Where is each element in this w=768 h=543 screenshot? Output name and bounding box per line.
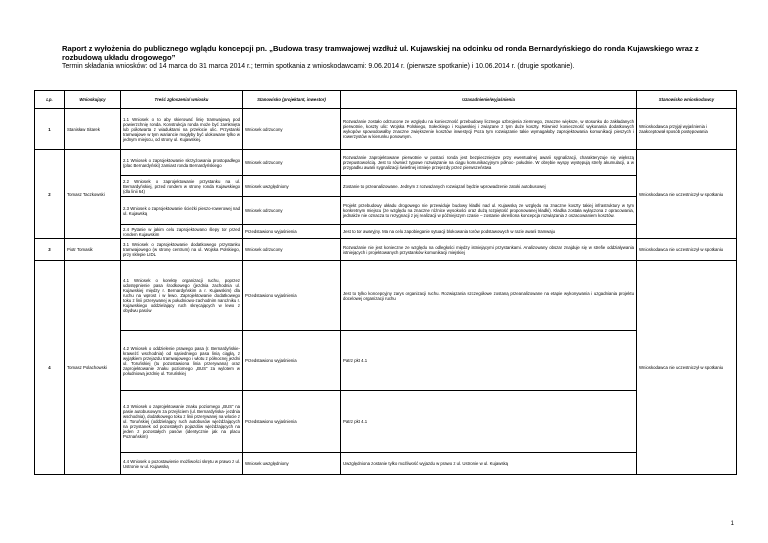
row-stanowisko-wnioskodawcy: Wnioskodawca przyjął wyjaśnienia i zaakceptował sposób postępowania bbox=[637, 109, 737, 150]
row-stanowisko: Wniosek uwzględniony bbox=[243, 176, 341, 197]
row-stanowisko: Wniosek odrzucony bbox=[243, 239, 341, 261]
table-row bbox=[35, 225, 737, 239]
row-stanowisko-wnioskodawcy: Wnioskodawca nie uczestniczył w spotkaniu bbox=[637, 150, 737, 239]
row-wnioskujacy: Stanisław Sitarek bbox=[65, 109, 121, 150]
row-uzasadnienie: Jest to tylko koncepcyjny zarys organizacji ruchu. Rozwiązania szczegółowe zostaną przeanalizowane na etapie wykonywania i uzgadniania projektu docelowej organizacji ruchu bbox=[341, 261, 637, 331]
row-wnioskujacy: Piotr Tomasik bbox=[65, 239, 121, 261]
header-uzasadnienie: Uzasadnienie/wyjaśnienia bbox=[341, 91, 637, 109]
row-tresc: 4.3 Wniosek o zaprojektowanie znaku poziomego „BUS” na pasie autobusowym za przejściem (ul. Bernardyńska- jezdnia wschodnia), dodatkowego toku z linii przerywanej na wlocie z ul. Toruńskiej (oddzielający ruch autobusów wjeżdżających na przystanek od pozostałych pojazdów wjeżdżających na jeden z pozostałych pasów (identycznie jak na placu Poznańskim) bbox=[121, 391, 243, 453]
row-uzasadnienie: Jest to tor awaryjny. Ma na celu zapobieganie sytuacji blokowania torów podstawowych w razie awarii tramwaju bbox=[341, 225, 637, 239]
row-stanowisko: Wniosek odrzucony bbox=[243, 150, 341, 176]
consultation-table bbox=[34, 90, 737, 475]
row-uzasadnienie: Zostanie to przeanalizowane. Jednym z rozważanych rozwiązań będzie wprowadzenie zatoki autobusowej bbox=[341, 176, 637, 197]
row-uzasadnienie: Projekt przebudowy układu drogowego nie przewiduje budowy kładki nad ul. Kujawską ze względu na znaczne koszty takiej infrastruktury w tym konkretnym miejscu (ze względu na znaczne różnice wysokości oraz dużą rozpiętość proponowanej kładki). Kładka została wyłączona z opracowania, jednakże nie oznacza to rezygnacji z jej realizacji w późniejszym czasie – zostanie określona koncepcja rozwiązania z oszacowaniem kosztów. bbox=[341, 197, 637, 225]
row-stanowisko-wnioskodawcy: Wnioskodawca nie uczestniczył w spotkaniu bbox=[637, 261, 737, 475]
table-row bbox=[35, 239, 737, 261]
table-row bbox=[35, 261, 737, 331]
row-stanowisko: Wniosek odrzucony bbox=[243, 197, 341, 225]
row-wnioskujacy: Tomasz Polachowski bbox=[65, 261, 121, 475]
row-tresc: 2.3 Wniosek o zaprojektowanie ścieżki pieszo-rowerowej nad ul. Kujawską bbox=[121, 197, 243, 225]
row-uzasadnienie: Patrz pkt 4.1 bbox=[341, 331, 637, 391]
page-number: 1 bbox=[730, 521, 734, 527]
table-row bbox=[35, 331, 737, 391]
row-tresc: 2.1 Wniosek o zaprojektowanie skrzyżowania prostopadłego (plac Bernardyński) zamiast ronda Bernardyńskiego bbox=[121, 150, 243, 176]
row-stanowisko: Przedstawiono wyjaśnienia bbox=[243, 391, 341, 453]
row-stanowisko: Przedstawiono wyjaśnienia bbox=[243, 331, 341, 391]
row-stanowisko-wnioskodawcy: Wnioskodawca nie uczestniczył w spotkaniu bbox=[637, 239, 737, 261]
header-stanowisko: Stanowisko (projektant, inwestor) bbox=[243, 91, 341, 109]
row-tresc: 4.4 Wniosek o pozostawienie możliwości skrętu w prawo z ul. Ustronie w ul. Kujawską bbox=[121, 453, 243, 475]
report-subtitle: Termin składania wniosków: od 14 marca do 31 marca 2014 r.; termin spotkania z wnioskodawcami: 9.06.2014 r. (pierwsze spotkanie) i 10.06.2014 r. (drugie spotkanie). bbox=[62, 63, 575, 71]
row-wnioskujacy: Tomasz Taczkowski bbox=[65, 150, 121, 239]
row-tresc: 2.2 Wniosek o zaprojektowanie przystanku na ul. Bernardyńskiej, przed rondem w stronę ronda Kujawskiego (dla linii 64) bbox=[121, 176, 243, 197]
row-uzasadnienie: Rozważanie zaprojektowane pierwotnie w postaci ronda jest bezpieczniejsze przy ewentualnej awarii sygnalizacji, charakteryzuje się większą przepustowością. Jest to również typowe rozwiązanie na ciągu komunikacyjnym północ- południe. W obrębie wyspy występują strefy akumulacji, a w przypadku awarii sygnalizacji świetlnej istnieje przejezdy przez pierwszeństwa bbox=[341, 150, 637, 176]
table-row bbox=[35, 197, 737, 225]
report-header bbox=[62, 44, 732, 71]
row-lp: 4 bbox=[35, 261, 65, 475]
row-lp: 1 bbox=[35, 109, 65, 150]
table-row bbox=[35, 391, 737, 453]
table-row bbox=[35, 176, 737, 197]
row-uzasadnienie: Patrz pkt 4.1 bbox=[341, 391, 637, 453]
row-stanowisko: Wniosek uwzględniony bbox=[243, 453, 341, 475]
header-lp: Lp. bbox=[35, 91, 65, 109]
table-row bbox=[35, 150, 737, 176]
row-tresc: 3.1 Wniosek o zaprojektowanie dodatkowego przystanku tramwajowego (w stronę centrum) na ul. Wojska Polskiego, przy sklepie LIDL bbox=[121, 239, 243, 261]
row-tresc: 4.1 Wniosek o korektę organizacji ruchu, poprzez udostępnienie pasa środkowego (jezdnia zachodnia ul. Kujawskiej między r. Bernardyńskim a r. Kujawskim) dla ruchu na wprost i w lewo. Zaprojektowanie dodatkowego toku z linii przerywanej w południowo-zachodnim narożniku r. Kujawskiego oddzielający ruch skręcających w lewo z obydwu pasów bbox=[121, 261, 243, 331]
row-uzasadnienie: Rozważanie zostało odrzucone ze względu na konieczność przebudowy licznego uzbrojenia ziemnego, znaczne większe, w stosunku do zakładanych pierwotnie, koszty ulic: Wojska Polskiego, Sołeckiego i Kujawskiej i związane z tym duże koszty. Również konieczność wykonania dodatkowych wykopów spowodowałby znaczne zwiększenie kosztów inwestycji Poza tym rozwiązanie takie wymagałoby zaprojektowania komunikacji pieszych i rowerzystów w kierunku ponownym. bbox=[341, 109, 637, 150]
row-lp: 2 bbox=[35, 150, 65, 239]
row-tresc: 2.4 Pytanie w jakim celu zaprojektowano ślepy tor przed rondem Kujawskim bbox=[121, 225, 243, 239]
header-wnioskujacy: Wnioskujący bbox=[65, 91, 121, 109]
header-tresc: Treść zgłoszenia/ wniosku bbox=[121, 91, 243, 109]
report-title: Raport z wyłożenia do publicznego wglądu koncepcji pn. „Budowa trasy tramwajowej wzdłuż ul. Kujawskiej na odcinku od ronda Bernardyńskiego do ronda Kujawskiego wraz z rozbudową układu drogowego” bbox=[62, 44, 699, 63]
table-row bbox=[35, 453, 737, 475]
row-uzasadnienie: Rozważanie nie jest konieczne ze względu na odległości między istniejącymi przystankami. Analizowany obszar znajduje się w strefie oddziaływania istniejących i projektowanych przystanków komunikacji miejskiej bbox=[341, 239, 637, 261]
row-tresc: 1.1 Wniosek o to aby skierować linię tramwajową pod powierzchnię ronda. Konstrukcja ronda może być zamknięta lub półotwarta z wiaduktami na przełocie ulic. Przystanki tramwajowe w tym wariancie mogłyby być ulokowane tylko w jednym miejscu, od strony ul. Kujawskiej. bbox=[121, 109, 243, 150]
table-header-row bbox=[35, 91, 737, 109]
row-stanowisko: Przedstawiono wyjaśnienia bbox=[243, 225, 341, 239]
row-tresc: 4.2 Wniosek o oddzielenie prawego pasa (r. Bernardyńskie- kraweżć wschodnia) od sąsiedniego pasa linią ciągłą, z wyjątkiem przejazdu tramwajowego i wlotu z północnej jezdni ul. Toruńskiej (tu pozostawiona linia przerywana) oraz zaprojektowanie znaku poziomego „BUS” za wylotem w południową jezdnię ul. Toruńskiej bbox=[121, 331, 243, 391]
header-stanowisko-wnioskodawcy: Stanowisko wnioskodawcy bbox=[637, 91, 737, 109]
row-uzasadnienie: Uwzględniona zostanie tylko możliwość wyjazdu w prawo z ul. Ustronie w ul. Kujawską bbox=[341, 453, 637, 475]
row-stanowisko: Przedstawiono wyjaśnienia bbox=[243, 261, 341, 331]
table-row bbox=[35, 109, 737, 150]
row-stanowisko: Wniosek odrzucony bbox=[243, 109, 341, 150]
row-lp: 3 bbox=[35, 239, 65, 261]
